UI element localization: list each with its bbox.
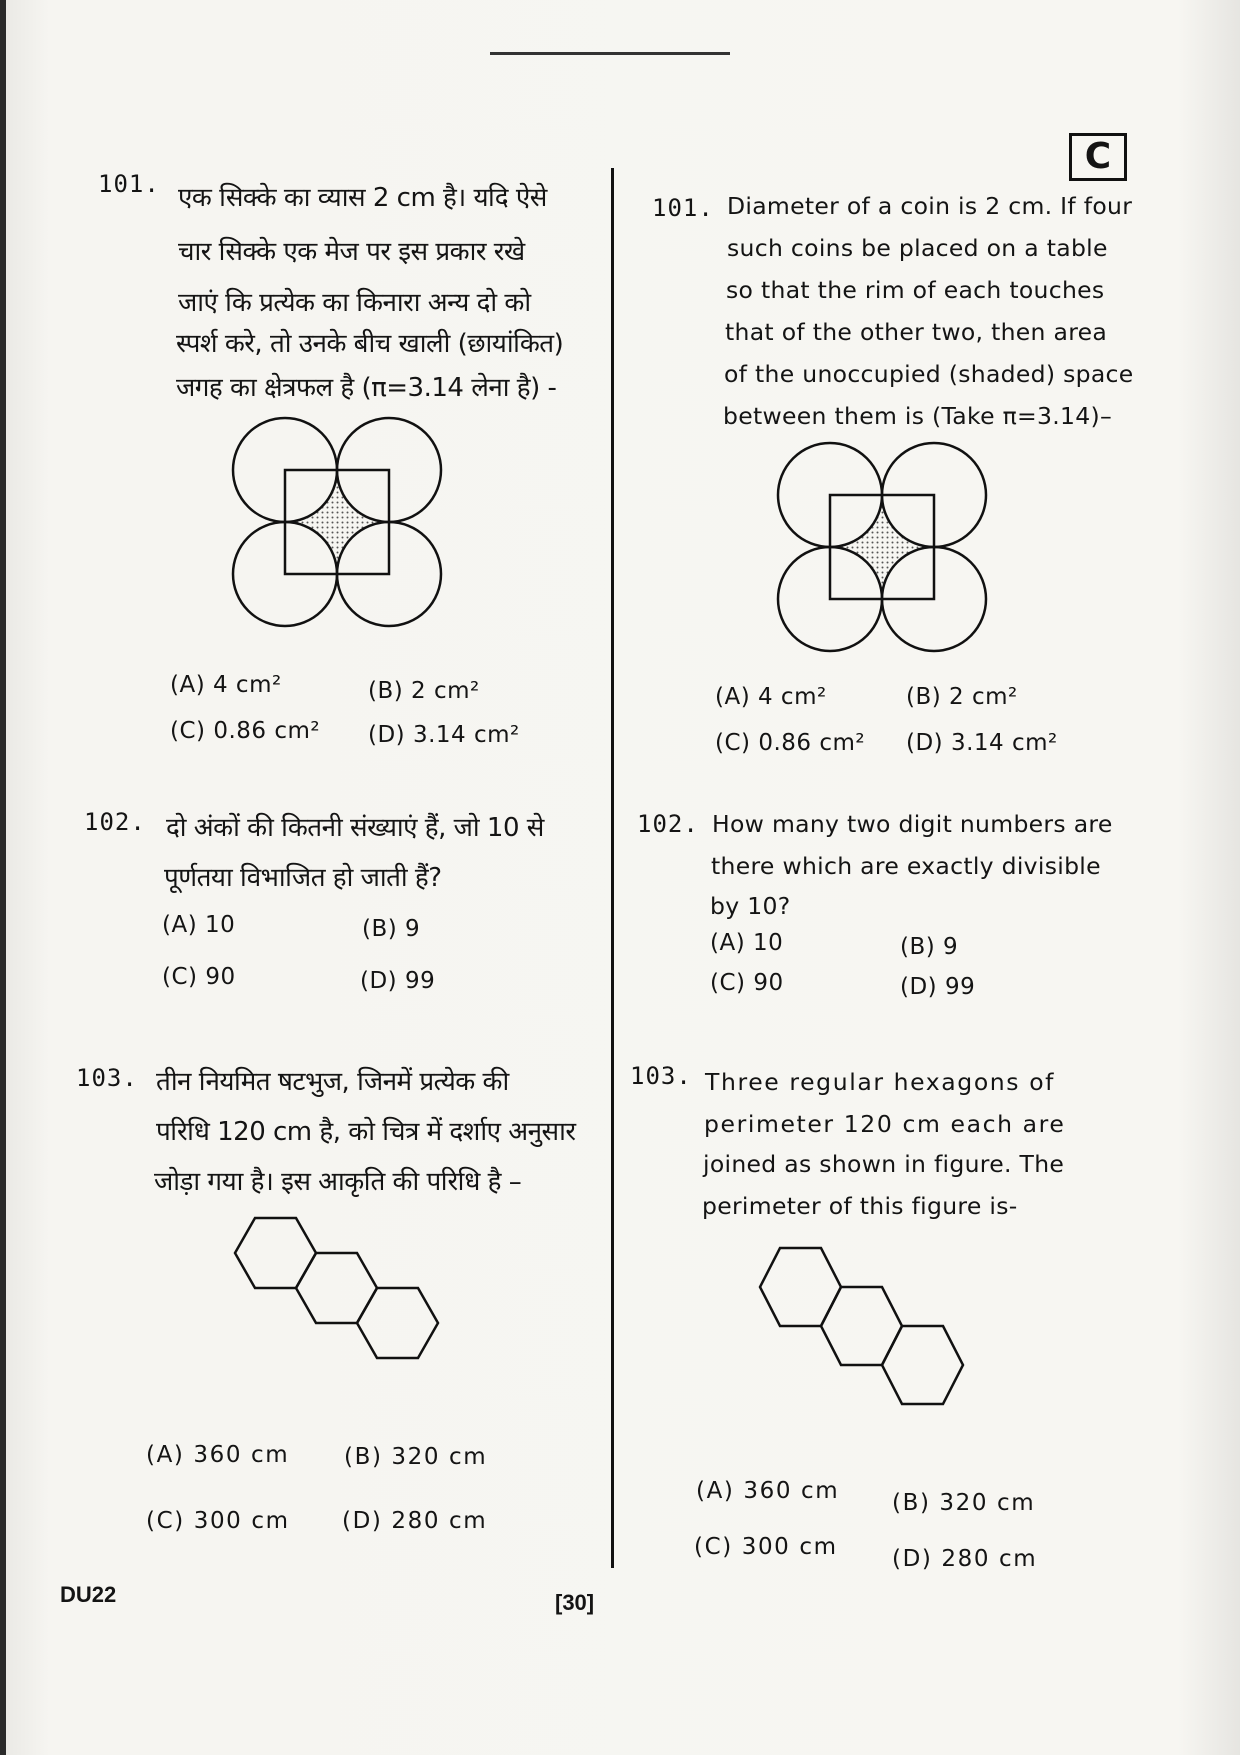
en-q103-line: perimeter of this figure is- bbox=[702, 1192, 1018, 1220]
en-q102-option-d[interactable]: (D) 99 bbox=[900, 974, 976, 1000]
hi-q101-number: 101. bbox=[98, 170, 160, 198]
en-q103-line: Three regular hexagons of bbox=[705, 1068, 1056, 1096]
en-q101-line: such coins be placed on a table bbox=[727, 234, 1108, 262]
en-q101-line: that of the other two, then area bbox=[725, 318, 1108, 346]
hi-q102-line: पूर्णतया विभाजित हो जाती हैं? bbox=[164, 863, 442, 893]
hi-q101-line: स्पर्श करे, तो उनके बीच खाली (छायांकित) bbox=[176, 329, 564, 359]
hi-q102-option-c[interactable]: (C) 90 bbox=[162, 964, 236, 990]
en-q103-option-a[interactable]: (A) 360 cm bbox=[696, 1478, 840, 1504]
top-rule bbox=[490, 52, 730, 55]
hi-q103-option-a[interactable]: (A) 360 cm bbox=[146, 1442, 290, 1468]
hi-hexagons-figure bbox=[220, 1215, 450, 1395]
hi-q103-option-d[interactable]: (D) 280 cm bbox=[342, 1508, 488, 1534]
hi-q102-option-a[interactable]: (A) 10 bbox=[162, 912, 236, 938]
hi-q103-option-c[interactable]: (C) 300 cm bbox=[146, 1508, 290, 1534]
en-q102-number: 102. bbox=[637, 810, 699, 838]
hi-q103-line: जोड़ा गया है। इस आकृति की परिधि है – bbox=[154, 1167, 522, 1197]
hi-q101-option-a[interactable]: (A) 4 cm² bbox=[170, 672, 282, 698]
en-q101-option-c[interactable]: (C) 0.86 cm² bbox=[715, 730, 866, 756]
en-q102-option-a[interactable]: (A) 10 bbox=[710, 930, 784, 956]
en-coins-figure bbox=[775, 440, 990, 655]
hi-q102-line: दो अंकों की कितनी संख्याएं हैं, जो 10 से bbox=[166, 813, 544, 843]
hi-q102-number: 102. bbox=[84, 808, 146, 836]
page-edge-shadow bbox=[0, 0, 6, 1755]
en-q101-option-b[interactable]: (B) 2 cm² bbox=[906, 684, 1018, 710]
en-hexagons-figure bbox=[745, 1245, 975, 1425]
en-q103-option-d[interactable]: (D) 280 cm bbox=[892, 1546, 1038, 1572]
en-q101-line: between them is (Take π=3.14)– bbox=[723, 402, 1113, 430]
en-q101-option-d[interactable]: (D) 3.14 cm² bbox=[906, 730, 1058, 756]
paper-code: DU22 bbox=[60, 1582, 117, 1607]
en-q102-line: there which are exactly divisible bbox=[711, 852, 1101, 880]
hi-q101-option-b[interactable]: (B) 2 cm² bbox=[368, 678, 480, 704]
en-q101-line: of the unoccupied (shaded) space bbox=[724, 360, 1134, 388]
hi-coins-figure bbox=[230, 415, 445, 630]
en-q101-number: 101. bbox=[652, 194, 714, 222]
en-q103-number: 103. bbox=[630, 1062, 692, 1090]
hi-q102-option-d[interactable]: (D) 99 bbox=[360, 968, 436, 994]
en-q103-line: joined as shown in figure. The bbox=[703, 1150, 1065, 1178]
hi-q102-option-b[interactable]: (B) 9 bbox=[362, 916, 421, 942]
en-q101-option-a[interactable]: (A) 4 cm² bbox=[715, 684, 827, 710]
column-divider bbox=[611, 168, 614, 1568]
hi-q103-line: तीन नियमित षटभुज, जिनमें प्रत्येक की bbox=[156, 1067, 509, 1097]
en-q102-option-b[interactable]: (B) 9 bbox=[900, 934, 959, 960]
hi-q101-line: जाएं कि प्रत्येक का किनारा अन्य दो को bbox=[178, 288, 531, 318]
en-q102-line: by 10? bbox=[710, 892, 791, 920]
hi-q103-option-b[interactable]: (B) 320 cm bbox=[344, 1444, 488, 1470]
hi-q103-number: 103. bbox=[76, 1064, 138, 1092]
hi-q101-option-d[interactable]: (D) 3.14 cm² bbox=[368, 722, 520, 748]
en-q102-line: How many two digit numbers are bbox=[712, 810, 1113, 838]
hi-q101-line: एक सिक्के का व्यास 2 cm है। यदि ऐसे bbox=[178, 183, 547, 213]
set-code-box: C bbox=[1069, 133, 1127, 181]
en-q103-line: perimeter 120 cm each are bbox=[704, 1110, 1066, 1138]
hi-q103-line: परिधि 120 cm है, को चित्र में दर्शाए अनुसार bbox=[156, 1117, 576, 1147]
en-q101-line: Diameter of a coin is 2 cm. If four bbox=[727, 192, 1133, 220]
en-q102-option-c[interactable]: (C) 90 bbox=[710, 970, 784, 996]
page-number: [30] bbox=[555, 1590, 595, 1615]
hi-q101-line: जगह का क्षेत्रफल है (π=3.14 लेना है) - bbox=[176, 373, 557, 403]
en-q103-option-c[interactable]: (C) 300 cm bbox=[694, 1534, 838, 1560]
en-q101-line: so that the rim of each touches bbox=[726, 276, 1105, 304]
en-q103-option-b[interactable]: (B) 320 cm bbox=[892, 1490, 1036, 1516]
hi-q101-option-c[interactable]: (C) 0.86 cm² bbox=[170, 718, 321, 744]
hi-q101-line: चार सिक्के एक मेज पर इस प्रकार रखे bbox=[178, 237, 525, 267]
